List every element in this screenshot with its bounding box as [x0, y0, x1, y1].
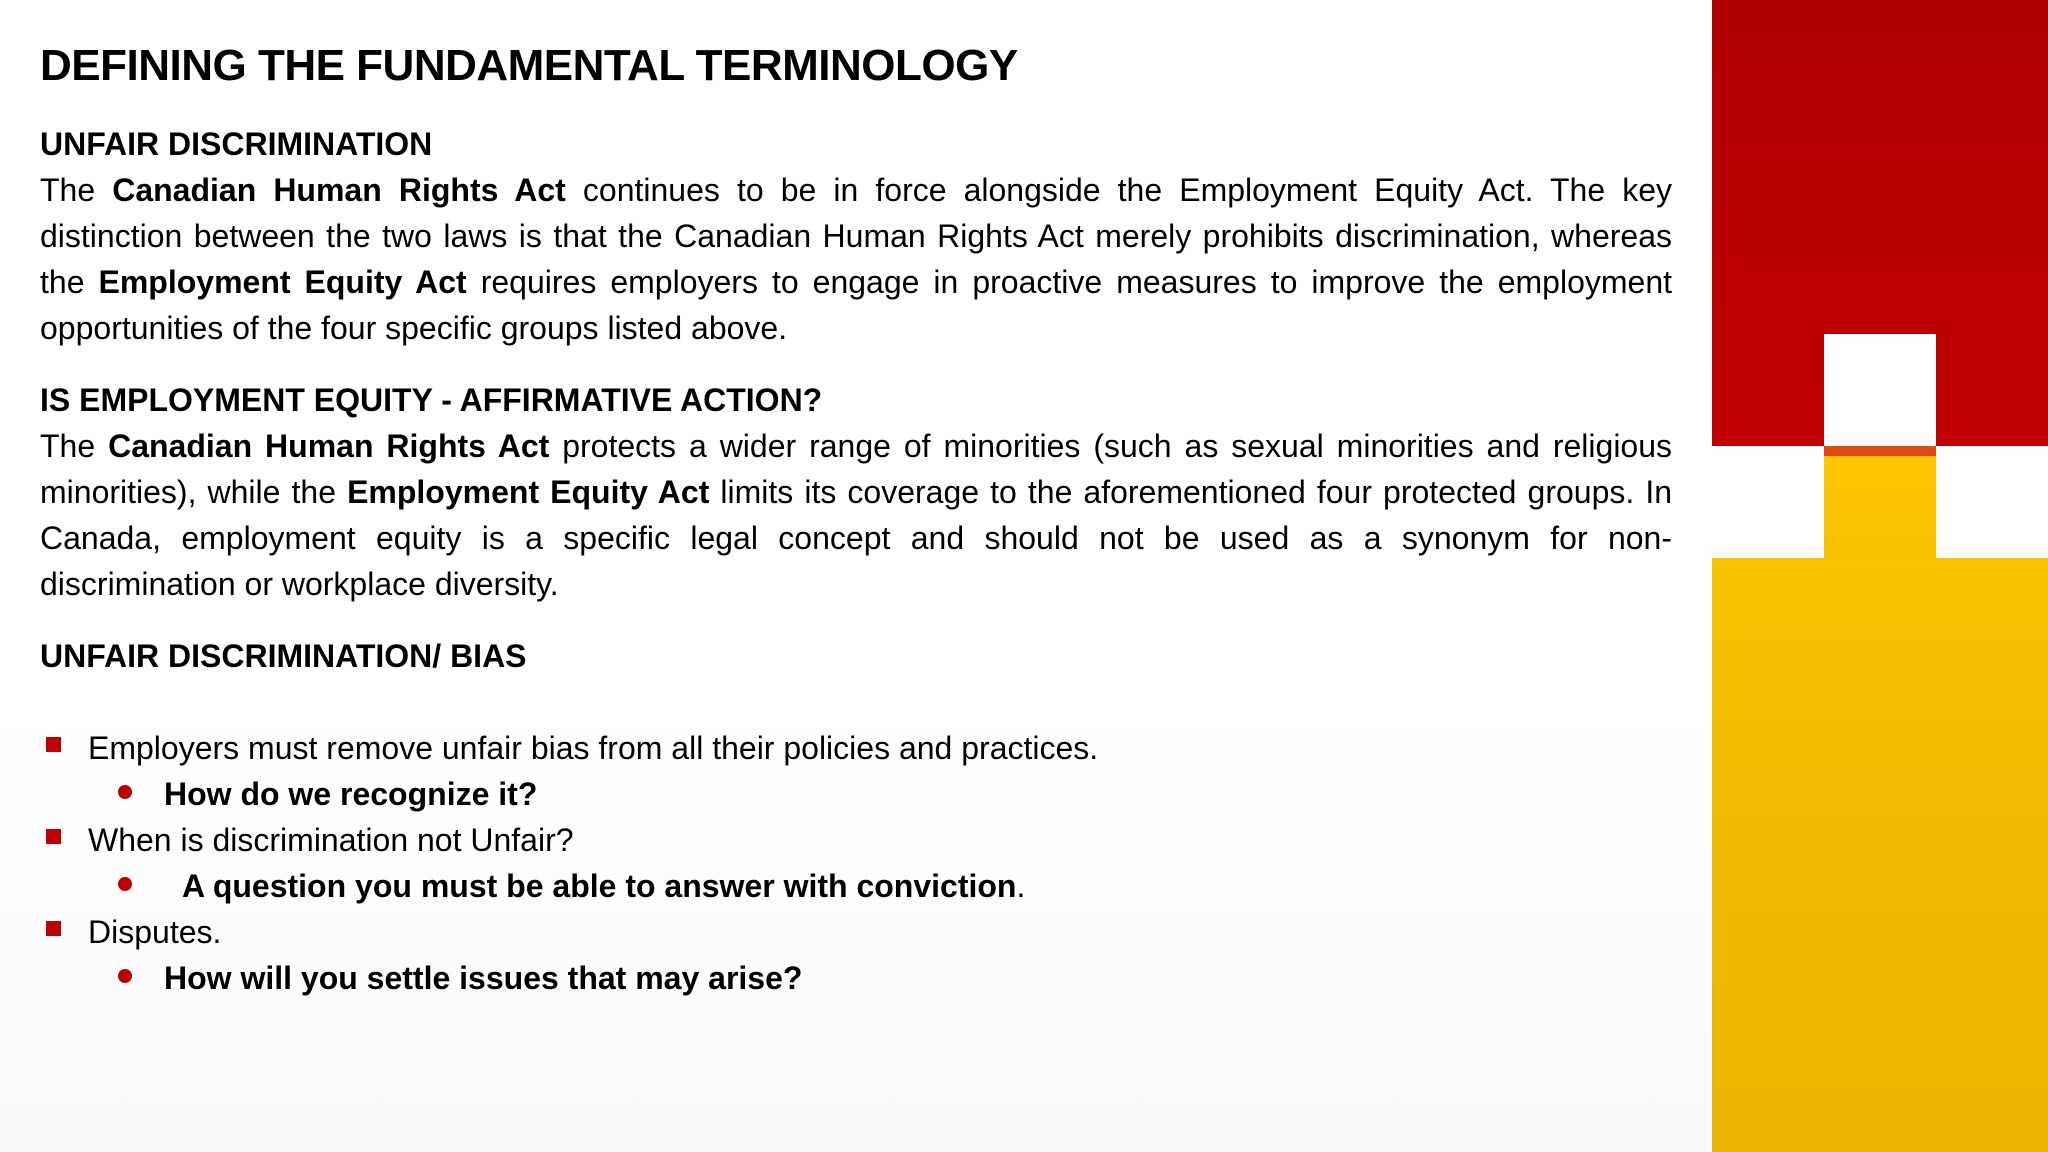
- slide-content: [40, 30, 1672, 1001]
- section-paragraph: [40, 423, 1672, 607]
- text-run: continues to be in force alongside the Employment Equity Act. The key distinction between the two laws is that the Canadian Human Rights Act merely prohibits discrimination, whereas the: [40, 171, 1673, 300]
- round-bullet-icon: [118, 785, 132, 799]
- section-heading: IS EMPLOYMENT EQUITY - AFFIRMATIVE ACTION?: [40, 381, 823, 418]
- slide-title: DEFINING THE FUNDAMENTAL TERMINOLOGY: [40, 41, 1018, 90]
- list-item-text: Disputes.: [88, 913, 222, 950]
- sub-list-item: [40, 771, 1672, 817]
- text-run: The: [40, 171, 113, 208]
- list-item: [40, 817, 1672, 863]
- text-run: protects a wider range of minorities (such as sexual minorities and religious minorities), while the: [40, 427, 1673, 510]
- decorative-color-panel: [1712, 0, 2048, 1152]
- bold-term: Canadian Human Rights Act: [108, 427, 550, 464]
- text-run: limits its coverage to the aforementioned four protected groups. In Canada, employment equity is a specific legal concept and should not be used as a synonym for non-discrimination or workplace diversity.: [40, 473, 1673, 602]
- section-heading: UNFAIR DISCRIMINATION: [40, 125, 433, 162]
- yellow-mid-block: [1824, 456, 1936, 558]
- round-bullet-icon: [118, 969, 132, 983]
- square-bullet-icon: [46, 829, 61, 844]
- yellow-block: [1712, 558, 2048, 1152]
- bold-term: Employment Equity Act: [347, 473, 710, 510]
- sub-item-text: A question you must be able to answer with conviction: [182, 867, 1017, 904]
- white-block-left: [1712, 446, 1824, 558]
- square-bullet-icon: [46, 737, 61, 752]
- round-bullet-icon: [118, 877, 132, 891]
- sub-item-suffix: .: [1016, 867, 1026, 904]
- section-heading: UNFAIR DISCRIMINATION/ BIAS: [40, 637, 527, 674]
- white-notch-block: [1824, 334, 1936, 446]
- section-unfair-discrimination: [40, 121, 1672, 351]
- section-affirmative-action: [40, 377, 1672, 607]
- list-item-text: When is discrimination not Unfair?: [88, 821, 574, 858]
- sub-list-item: [40, 863, 1672, 909]
- square-bullet-icon: [46, 921, 61, 936]
- list-item: [40, 909, 1672, 955]
- orange-divider: [1824, 446, 1936, 456]
- spacer: [40, 679, 1672, 725]
- bold-term: Canadian Human Rights Act: [112, 171, 566, 208]
- list-item-text: Employers must remove unfair bias from all their policies and practices.: [88, 729, 1099, 766]
- section-paragraph: [40, 167, 1672, 351]
- list-item: [40, 725, 1672, 771]
- section-bias: [40, 633, 1672, 1001]
- sub-item-text: How do we recognize it?: [164, 775, 538, 812]
- sub-list-item: [40, 955, 1672, 1001]
- text-run: The: [40, 427, 109, 464]
- bold-term: Employment Equity Act: [98, 263, 467, 300]
- sub-item-text: How will you settle issues that may arise?: [164, 959, 803, 996]
- text-run: requires employers to engage in proactive measures to improve the employment opportunities of the four specific groups listed above.: [40, 263, 1673, 346]
- white-block-right: [1936, 446, 2048, 558]
